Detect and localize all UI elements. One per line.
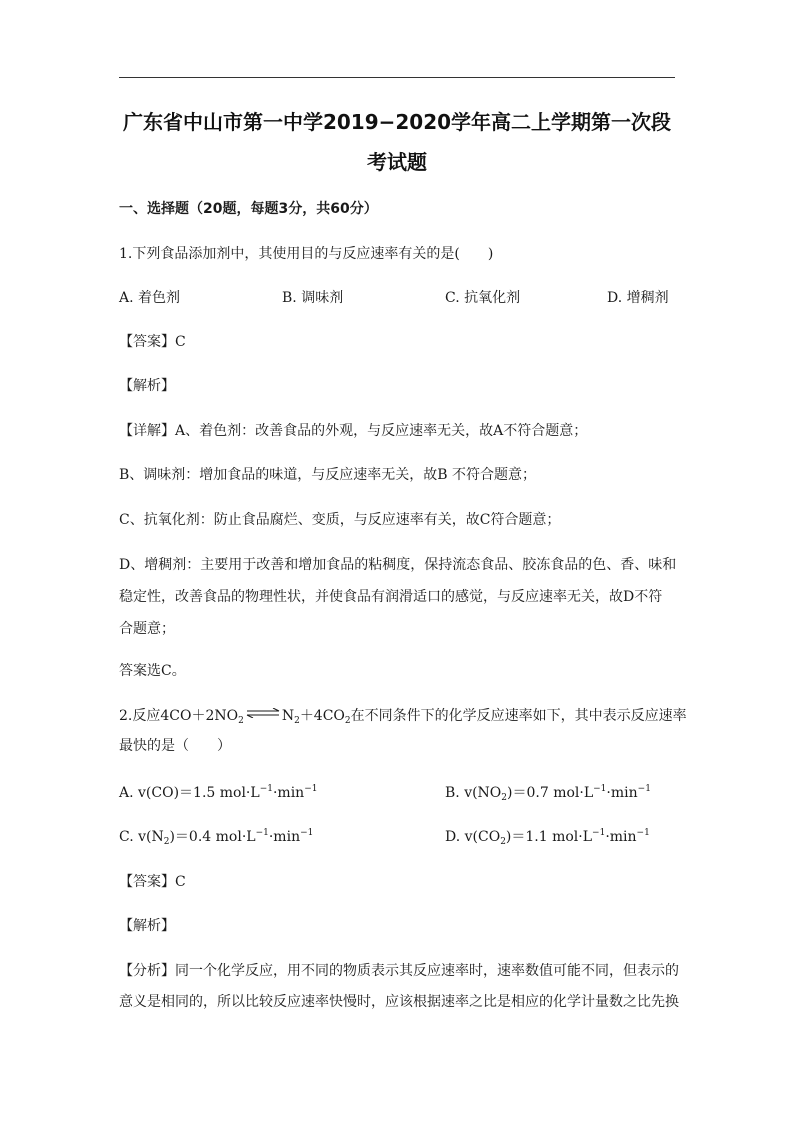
q2-option-sup: −1 bbox=[592, 828, 606, 838]
q1-detail-line: 合题意； bbox=[119, 621, 175, 637]
q2-option-d-text: D. v(CO bbox=[445, 829, 501, 845]
header-rule bbox=[119, 77, 675, 78]
q2-stem-mid2: ＋4CO bbox=[299, 708, 345, 724]
q2-option-sup: −1 bbox=[304, 784, 318, 794]
q2-option-d-mid: )＝1.1 mol·L bbox=[505, 829, 593, 845]
q2-option-sup: −1 bbox=[593, 784, 607, 794]
q2-option-sub: 2 bbox=[500, 837, 506, 847]
q1-detail-line: B、调味剂：增加食品的味道，与反应速率无关，故B 不符合题意； bbox=[119, 467, 537, 483]
q2-option-min: ·min bbox=[606, 785, 638, 801]
title-line-1: 广东省中山市第一中学2019−2020学年高二上学期第一次段 bbox=[122, 110, 672, 134]
q2-stem-sub: 2 bbox=[238, 716, 244, 726]
q2-option-sub: 2 bbox=[501, 793, 508, 803]
q2-option-sup: −1 bbox=[300, 828, 314, 838]
q2-option-a-text: A. v(CO)＝1.5 mol·L bbox=[119, 785, 260, 801]
q2-analysis-label: 【解析】 bbox=[119, 918, 175, 934]
q2-option-c-mid: )＝0.4 mol·L bbox=[169, 829, 256, 845]
q1-option-a: A. 着色剂 bbox=[119, 290, 181, 306]
q2-option-min: ·min bbox=[268, 829, 301, 845]
q2-stem-mid: N bbox=[281, 708, 295, 724]
q1-option-b: B. 调味剂 bbox=[282, 290, 344, 306]
q2-option-sup: −1 bbox=[259, 784, 273, 794]
section-heading: 一、选择题（20题，每题3分，共60分） bbox=[119, 201, 378, 217]
q2-analysis-line: 【分析】同一个化学反应，用不同的物质表示其反应速率时，速率数值可能不同，但表示的 bbox=[119, 963, 679, 979]
q2-stem-prefix: 2.反应4CO＋2NO bbox=[119, 708, 239, 724]
q2-stem-sub: 2 bbox=[294, 716, 300, 726]
q2-option-d bbox=[445, 828, 650, 846]
q2-stem-sub: 2 bbox=[344, 716, 351, 726]
q2-option-sub: 2 bbox=[163, 837, 170, 847]
q1-analysis-label: 【解析】 bbox=[119, 378, 175, 394]
q2-answer: 【答案】C bbox=[119, 874, 186, 890]
q1-stem: 1.下列食品添加剂中，其使用目的与反应速率有关的是( ) bbox=[119, 246, 494, 262]
q2-option-b-mid: )＝0.7 mol·L bbox=[507, 785, 594, 801]
q1-detail-line: D、增稠剂：主要用于改善和增加食品的粘稠度，保持流态食品、胶冻食品的色、香、味和 bbox=[119, 557, 677, 573]
q1-answer: 【答案】C bbox=[119, 334, 186, 350]
equilibrium-arrow-icon bbox=[246, 708, 280, 718]
q1-option-c: C. 抗氧化剂 bbox=[445, 290, 521, 306]
q1-detail-line: 稳定性，改善食品的物理性状，并使食品有润滑适口的感觉，与反应速率无关，故D不符 bbox=[119, 589, 663, 605]
q2-option-c-text: C. v(N bbox=[119, 829, 164, 845]
q2-option-sup: −1 bbox=[637, 784, 651, 794]
q2-option-sup: −1 bbox=[636, 828, 650, 838]
q2-option-min: ·min bbox=[605, 829, 637, 845]
q2-stem-suffix: 在不同条件下的化学反应速率如下，其中表示反应速率 bbox=[350, 708, 687, 724]
q2-option-min: ·min bbox=[272, 785, 305, 801]
q2-stem-line-2: 最快的是（ ） bbox=[119, 738, 231, 754]
q2-option-sup: −1 bbox=[255, 828, 269, 838]
q2-option-b-text: B. v(NO bbox=[445, 785, 502, 801]
title-line-2: 考试题 bbox=[367, 150, 427, 174]
q2-option-c bbox=[119, 828, 313, 846]
q2-option-b bbox=[445, 784, 651, 802]
q2-option-a bbox=[119, 784, 317, 802]
q2-analysis-line: 意义是相同的，所以比较反应速率快慢时，应该根据速率之比是相应的化学计量数之比先换 bbox=[119, 994, 679, 1010]
q2-stem-line-1 bbox=[119, 707, 687, 725]
q1-conclusion: 答案选C。 bbox=[119, 663, 186, 679]
q1-detail-line: C、抗氧化剂：防止食品腐烂、变质，与反应速率有关，故C符合题意； bbox=[119, 512, 561, 528]
q1-option-d: D. 增稠剂 bbox=[607, 290, 669, 306]
q1-detail-line: 【详解】A、着色剂：改善食品的外观，与反应速率无关，故A不符合题意； bbox=[119, 423, 588, 439]
